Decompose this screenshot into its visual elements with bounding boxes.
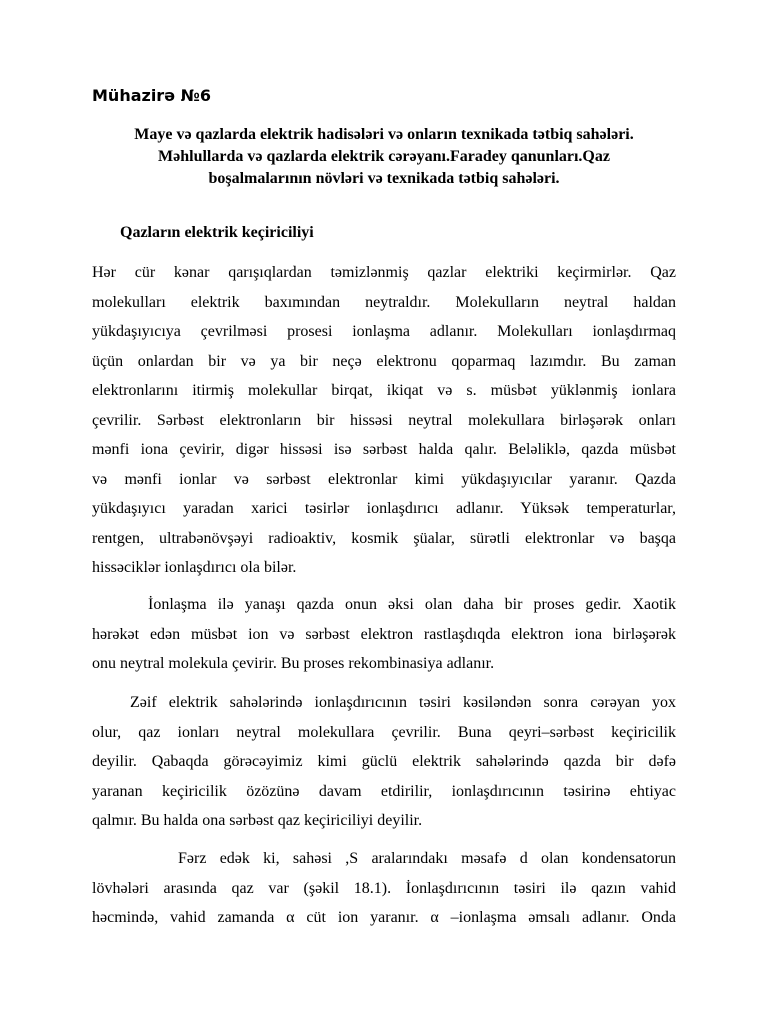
paragraph-recombination — [92, 590, 676, 679]
subtitle-line: Maye və qazlarda elektrik hadisələri və onların texnikada tətbiq sahələri. — [134, 126, 634, 143]
paragraph-line: həcmində, vahid zamanda α cüt ion yaranır. α –ionlaşma əmsalı adlanır. Onda — [92, 909, 676, 926]
paragraph-line: rentgen, ultrabənövşəyi radioaktiv, kosmik şüalar, sürətli elektronlar və başqa — [92, 529, 676, 547]
paragraph-line: olur, qaz ionları neytral molekullara çevrilir. Buna qeyri–sərbəst keçiricilik — [92, 723, 676, 741]
paragraph-line: elektronlarını itirmiş molekullar birqat, ikiqat və s. müsbət yüklənmiş ionlara — [92, 382, 676, 399]
section-heading: Qazların elektrik keçiriciliyi — [120, 224, 314, 241]
subtitle-line: Məhlullarda və qazlarda elektrik cərəyanı.Faradey qanunları.Qaz — [158, 148, 610, 165]
paragraph-capacitor — [92, 844, 676, 933]
paragraph-line: hərəkət edən müsbət ion və sərbəst elektron rastlaşdıqda elektron iona birləşərək — [92, 625, 676, 643]
paragraph-line: yükdaşıyıcı yaradan xarici təsirlər ionlaşdırıcı adlanır. Yüksək temperaturlar, — [92, 500, 676, 517]
paragraph-line: molekulları elektrik baxımından neytraldır. Molekulların neytral haldan — [92, 293, 676, 311]
lecture-subtitle — [92, 124, 676, 190]
paragraph-line: və mənfi ionlar və sərbəst elektronlar kimi yükdaşıyıcılar yaranır. Qazda — [92, 470, 676, 488]
paragraph-line: hissəciklər ionlaşdırıcı ola bilər. — [92, 559, 297, 576]
paragraph-conductivity — [92, 688, 676, 836]
paragraph-line: deyilir. Qabaqda görəcəyimiz kimi güclü elektrik sahələrində qazda bir dəfə — [92, 753, 676, 770]
paragraph-line: onu neytral molekula çevirir. Bu proses rekombinasiya adlanır. — [92, 655, 495, 672]
paragraph-ionization — [92, 258, 676, 583]
subtitle-line: boşalmalarının növləri və texnikada tətbiq sahələri. — [208, 170, 560, 187]
paragraph-line: Hər cür kənar qarışıqlardan təmizlənmiş qazlar elektriki keçirmirlər. Qaz — [92, 264, 676, 281]
paragraph-line: çevrilir. Sərbəst elektronların bir hissəsi neytral molekullara birləşərək onları — [92, 411, 676, 429]
paragraph-line: Zəif elektrik sahələrində ionlaşdırıcının təsiri kəsiləndən sonra cərəyan yox — [130, 694, 676, 711]
paragraph-line: lövhələri arasında qaz var (şəkil 18.1). İonlaşdırıcının təsiri ilə qazın vahid — [92, 879, 676, 897]
paragraph-line: yükdaşıyıcıya çevrilməsi prosesi ionlaşma adlanır. Molekulları ionlaşdırmaq — [92, 323, 676, 340]
paragraph-line: yaranan keçiricilik özözünə davam etdirilir, ionlaşdırıcının təsirinə ehtiyac — [92, 782, 676, 800]
paragraph-line: Fərz edək ki, sahəsi ,S aralarındakı məsafə d olan kondensatorun — [178, 850, 676, 867]
paragraph-line: qalmır. Bu halda ona sərbəst qaz keçiriciliyi deyilir. — [92, 812, 423, 829]
lecture-title: Mühazirə №6 — [92, 86, 211, 105]
paragraph-line: üçün onlardan bir və ya bir neçə elektronu qoparmaq lazımdır. Bu zaman — [92, 352, 676, 370]
paragraph-line: İonlaşma ilə yanaşı qazda onun əksi olan daha bir proses gedir. Xaotik — [148, 596, 676, 613]
paragraph-line: mənfi iona çevirir, digər hissəsi isə sərbəst halda qalır. Beləliklə, qazda müsbət — [92, 441, 676, 458]
